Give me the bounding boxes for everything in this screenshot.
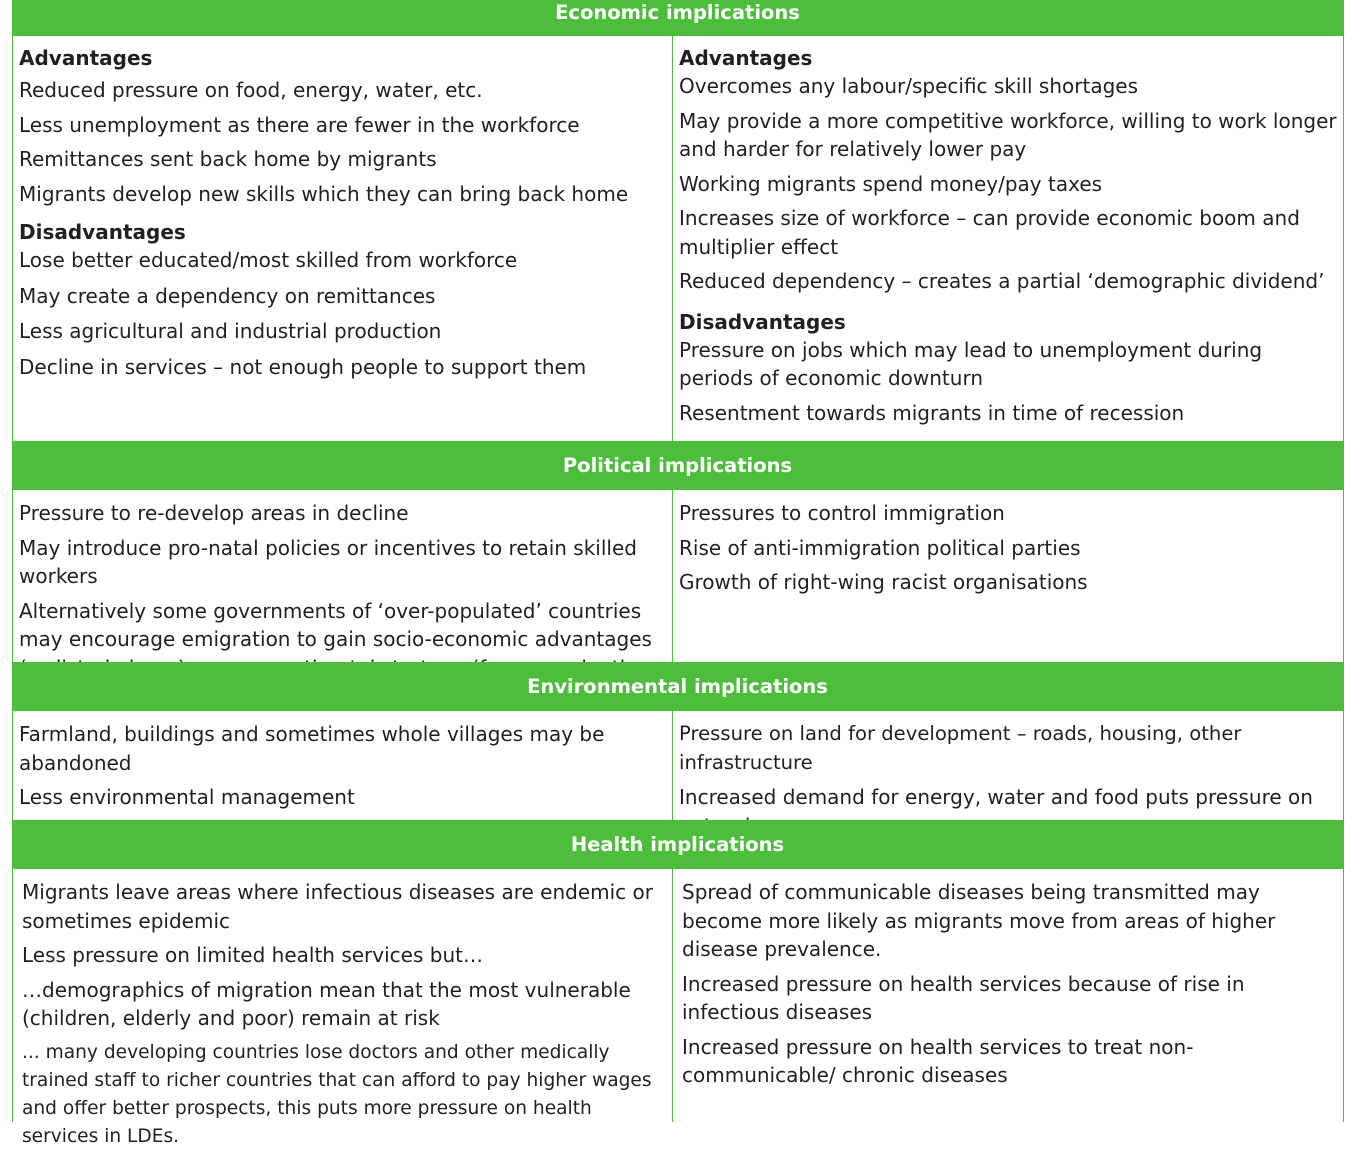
- column-divider: [672, 36, 673, 441]
- disadvantages-heading: Disadvantages: [679, 309, 846, 334]
- list-item: Reduced pressure on food, energy, water, etc.: [19, 78, 483, 102]
- section-title: Environmental implications: [527, 675, 828, 698]
- economic-right-cell: [679, 44, 1339, 433]
- economic-left-cell: [19, 44, 669, 387]
- list-item: Growth of right-wing racist organisations: [679, 570, 1088, 594]
- list-item: Less unemployment as there are fewer in the workforce: [19, 112, 580, 137]
- list-item: Increases size of workforce – can provide economic boom and multiplier effect: [679, 206, 1300, 259]
- list-item: ... many developing countries lose doctors and other medically trained staff to richer countries that can afford to pay higher wages and offer better prospects, this puts more pressure on health services in LDEs.: [22, 1041, 652, 1147]
- environmental-left-cell: [19, 720, 669, 818]
- advantages-group: [679, 44, 1339, 296]
- list-item: Farmland, buildings and sometimes whole villages may be abandoned: [19, 722, 605, 775]
- list-item: Pressure on land for development – roads, housing, other infrastructure: [679, 722, 1242, 774]
- list-item: Pressure on jobs which may lead to unemployment during periods of economic downturn: [679, 337, 1263, 390]
- list-item: Pressure to re-develop areas in decline: [19, 501, 409, 525]
- list-item: Remittances sent back home by migrants: [19, 147, 437, 171]
- political-right-cell: [679, 499, 1339, 603]
- list-item: Lose better educated/most skilled from workforce: [19, 248, 518, 272]
- column-divider: [672, 869, 673, 1122]
- list-item: Alternatively some governments of ‘over-populated’ countries may encourage emigration to gain socio-economic advantages: [19, 598, 652, 651]
- section-title: Political implications: [562, 454, 793, 477]
- advantages-heading: Advantages: [19, 46, 153, 70]
- disadvantages-group: [679, 308, 1339, 428]
- implications-table: [12, 0, 1344, 1147]
- list-item: May introduce pro-natal policies or incentives to retain skilled workers: [19, 535, 637, 588]
- list-item: Less agricultural and industrial production: [19, 319, 442, 343]
- list-item: Less pressure on limited health services but…: [22, 943, 483, 967]
- list-item: …demographics of migration mean that the most vulnerable (children, elderly and poor) remain at risk: [22, 977, 631, 1030]
- list-item: Migrants develop new skills which they can bring back home: [19, 181, 629, 206]
- list-item: Working migrants spend money/pay taxes: [679, 171, 1103, 196]
- section-header-health: [12, 820, 1344, 869]
- section-title: Economic implications: [555, 1, 800, 24]
- list-item: Reduced dependency – creates a partial ‘demographic dividend’: [679, 269, 1325, 293]
- list-item: May provide a more competitive workforce, willing to work longer and harder for relatively lower pay: [679, 108, 1337, 161]
- list-item: Resentment towards migrants in time of recession: [679, 400, 1185, 425]
- health-left-cell: [22, 878, 662, 1157]
- health-right-cell: [682, 878, 1332, 1096]
- list-item: Decline in services – not enough people to support them: [19, 354, 587, 379]
- section-header-political: [12, 441, 1344, 490]
- advantages-heading: Advantages: [679, 46, 813, 70]
- list-item: Increased demand for energy, water and food puts pressure on: [679, 785, 1313, 809]
- list-item: Increased pressure on health services to treat non-communicable/ chronic diseases: [682, 1034, 1194, 1087]
- section-title: Health implications: [570, 833, 785, 856]
- list-item: Pressures to control immigration: [679, 501, 1005, 525]
- list-item: Spread of communicable diseases being transmitted may become more likely as migrants move from areas of higher disease prevalence.: [682, 880, 1276, 961]
- list-item: May create a dependency on remittances: [19, 283, 436, 308]
- column-divider: [672, 711, 673, 820]
- list-item: Migrants leave areas where infectious diseases are endemic or sometimes epidemic: [22, 880, 653, 933]
- list-item: Rise of anti-immigration political parties: [679, 535, 1081, 560]
- section-header-economic: [12, 0, 1344, 36]
- disadvantages-heading: Disadvantages: [19, 220, 186, 244]
- disadvantages-group: [19, 218, 669, 381]
- column-divider: [672, 490, 673, 662]
- section-header-environmental: [12, 662, 1344, 711]
- list-item: Increased pressure on health services because of rise in infectious diseases: [682, 971, 1245, 1024]
- advantages-group: [19, 44, 669, 208]
- list-item: Overcomes any labour/specific skill shortages: [679, 74, 1138, 98]
- list-item: Less environmental management: [19, 785, 355, 809]
